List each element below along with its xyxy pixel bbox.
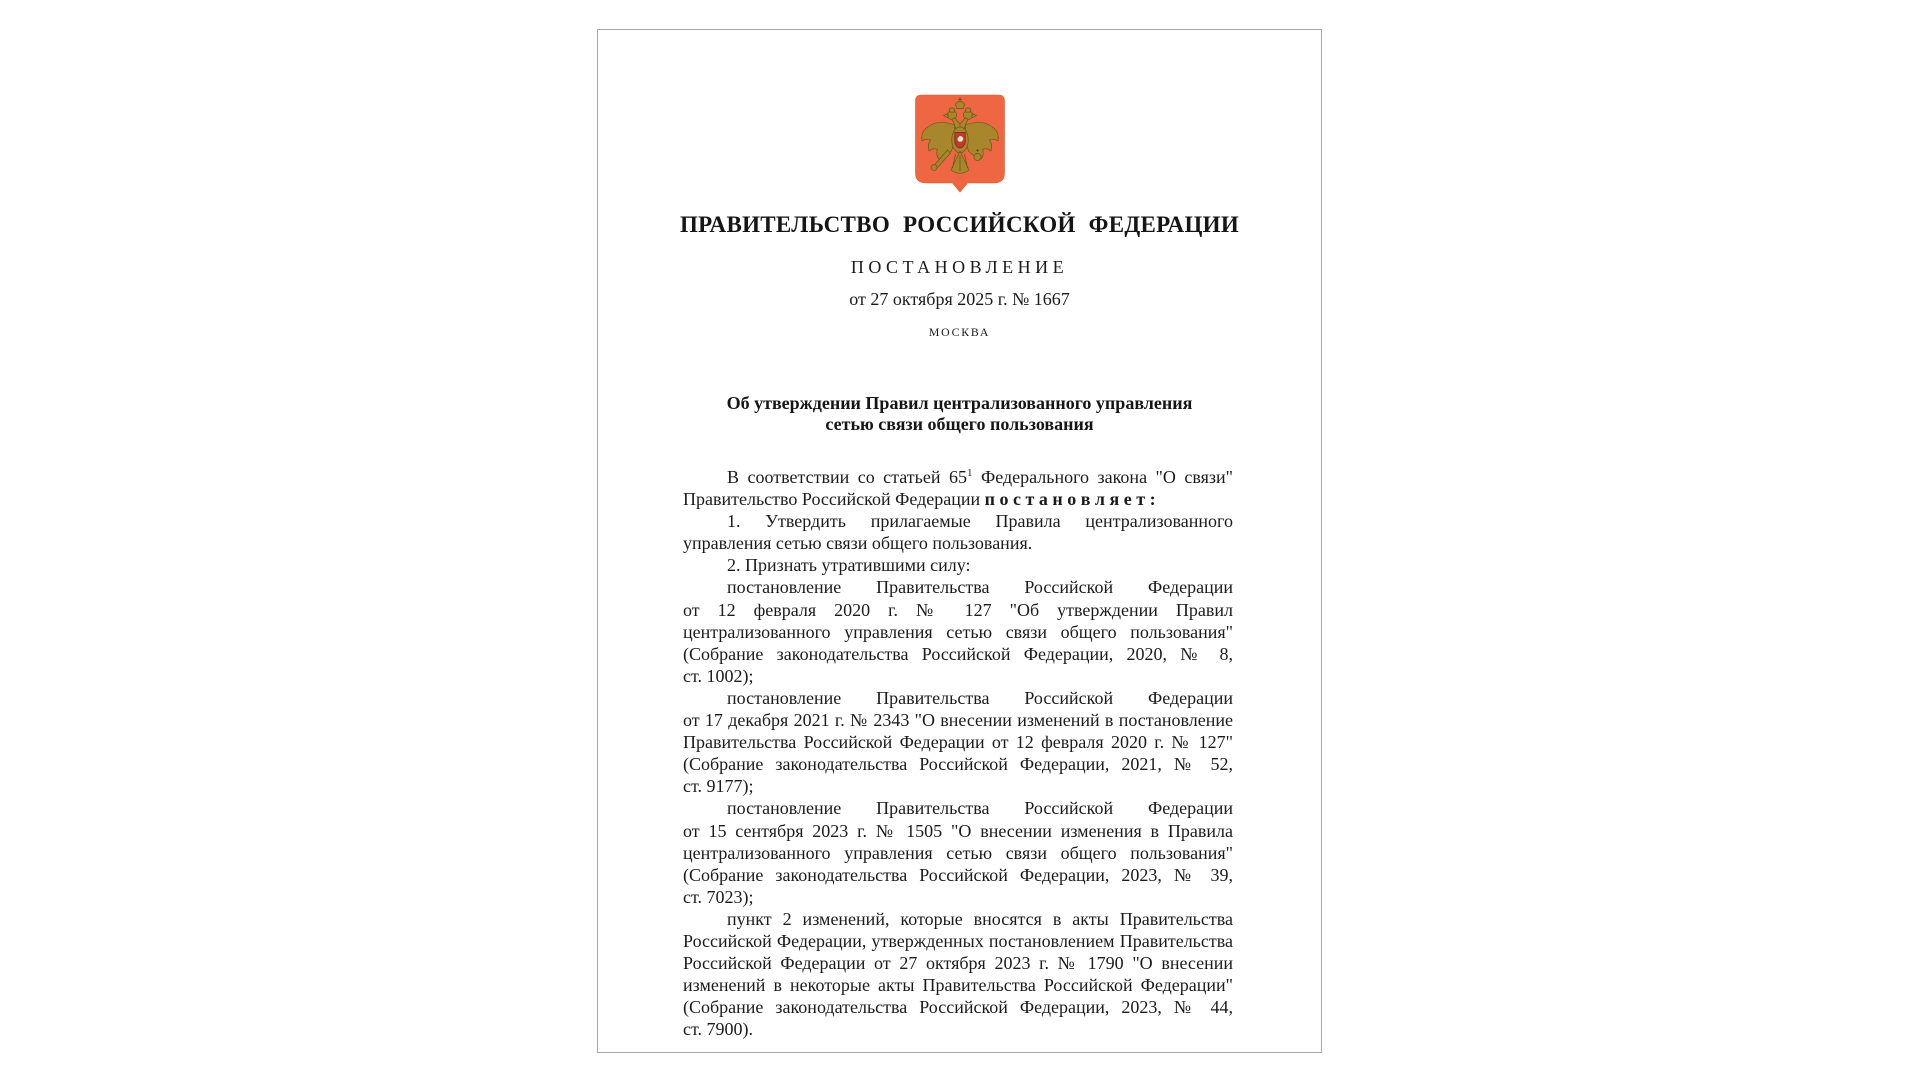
org-name: ПРАВИТЕЛЬСТВО РОССИЙСКОЙ ФЕДЕРАЦИИ: [679, 212, 1240, 237]
paragraph-revoked-4: пункт 2 изменений, которые вносятся в акты Правительства Российской Федерации, утвержденных постановлением Правительства Российской Федерации от 27 октября 2023 г. № 1790 "О внесении изменений в некоторые акты Правительства Российской Федерации" (Собрание законодательства Российской Федерации, 2023, № 44, ст. 7900).: [683, 908, 1233, 1040]
doc-title: [598, 393, 1321, 434]
paragraph-revoked-1: постановление Правительства Российской Федерации от 12 февраля 2020 г. № 127 "Об утверждении Правил централизованного управления сетью связи общего пользования" (Собрание законодательства Российской Федерации, 2020, № 8, ст. 1002);: [683, 577, 1233, 686]
doc-title-line2: сетью связи общего пользования: [825, 413, 1094, 434]
paragraph-revoked-3: постановление Правительства Российской Федерации от 15 сентября 2023 г. № 1505 "О внесении изменения в Правила централизованного управления сетью связи общего пользования" (Собрание законодательства Российской Федерации, 2023, № 39, ст. 7023);: [683, 798, 1233, 907]
paragraph-item-2: 2. Признать утратившими силу:: [727, 555, 971, 576]
paragraph-intro: [683, 466, 1233, 510]
russia-coat-of-arms-icon: [914, 94, 1005, 198]
doc-city: МОСКВА: [928, 325, 991, 339]
intro-text-before-sup: В соответствии со статьей 65: [727, 467, 967, 487]
intro-text-after-sup: Федерального закона "О связи" Правительство Российской Федерации: [683, 467, 1234, 510]
footnote-superscript: 1: [966, 467, 973, 479]
paragraph-revoked-2: постановление Правительства Российской Федерации от 17 декабря 2021 г. № 2343 "О внесении изменений в постановление Правительства Российской Федерации от 12 февраля 2020 г. № 127" (Собрание законодательства Российской Федерации, 2021, № 52, ст. 9177);: [683, 687, 1233, 797]
doc-type-heading: ПОСТАНОВЛЕНИЕ: [850, 257, 1069, 277]
document-page: [597, 29, 1322, 1053]
doc-body: [683, 466, 1233, 1040]
doc-date-number: от 27 октября 2025 г. № 1667: [849, 289, 1070, 309]
doc-title-line1: Об утверждении Правил централизованного управления: [726, 393, 1193, 413]
decree-word: п о с т а н о в л я е т :: [984, 489, 1156, 510]
paragraph-item-1: 1. Утвердить прилагаемые Правила централизованного управления сетью связи общего пользования.: [683, 511, 1233, 554]
